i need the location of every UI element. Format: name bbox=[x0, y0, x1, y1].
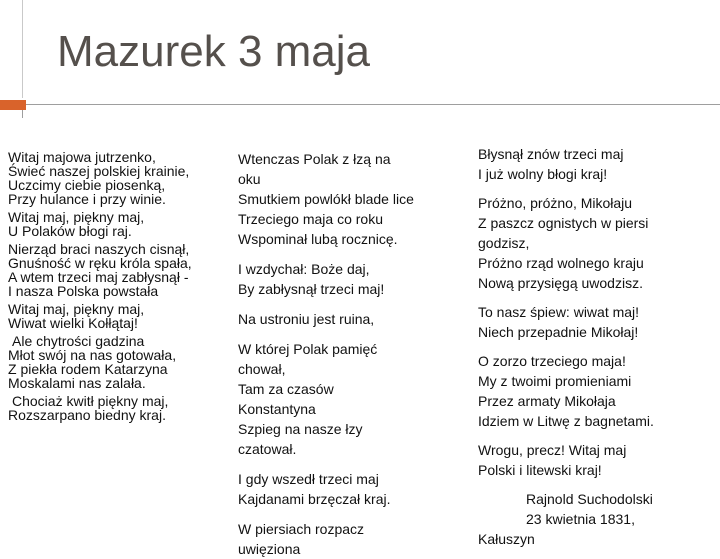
lyric-line: W piersiach rozpacz bbox=[238, 521, 365, 537]
title-rule bbox=[22, 0, 23, 98]
lyric-line: Rozszarpano biedny kraj. bbox=[8, 407, 166, 423]
lyric-line: Nierząd braci naszych cisnął, bbox=[8, 241, 190, 257]
title-divider bbox=[0, 100, 720, 110]
stanza bbox=[238, 309, 460, 329]
lyric-line: W której Polak pamięć bbox=[238, 341, 378, 357]
lyric-line: Niech przepadnie Mikołaj! bbox=[478, 324, 639, 340]
lyric-line: Przy hulance i przy winie. bbox=[8, 191, 166, 207]
lyric-line: Świeć naszej polskiej krainie, bbox=[8, 163, 190, 179]
signature bbox=[478, 489, 714, 549]
lyric-line: godzisz, bbox=[478, 235, 530, 251]
title-area bbox=[0, 0, 720, 100]
divider-tick bbox=[22, 110, 23, 118]
lyric-line: Ale chytrości gadzina bbox=[12, 333, 145, 349]
lyric-line: Tam za czasów bbox=[238, 381, 334, 397]
signature-line: Kałuszyn bbox=[478, 531, 535, 547]
lyric-line: Błysnął znów trzeci maj bbox=[478, 146, 624, 162]
stanza bbox=[238, 469, 460, 509]
lyric-line: I wzdychał: Boże daj, bbox=[238, 261, 370, 277]
lyrics-column-2 bbox=[238, 149, 460, 559]
lyric-line: Witaj maj, piękny maj, bbox=[8, 301, 145, 317]
stanza bbox=[238, 149, 460, 249]
lyric-line: Idziem w Litwę z bagnetami. bbox=[478, 413, 654, 429]
lyric-line: Szpieg na nasze łzy bbox=[238, 421, 363, 437]
divider-line bbox=[26, 104, 720, 105]
stanza bbox=[8, 394, 230, 422]
lyric-line: Chociaż kwitł piękny maj, bbox=[12, 393, 169, 409]
stanza bbox=[238, 519, 460, 559]
lyric-line: Próżno, próżno, Mikołaju bbox=[478, 195, 633, 211]
stanza bbox=[238, 259, 460, 299]
lyric-line: Wtenczas Polak z łzą na bbox=[238, 151, 391, 167]
slide-title: Mazurek 3 maja bbox=[57, 27, 371, 76]
signature-line: 23 kwietnia 1831, bbox=[526, 511, 635, 527]
lyric-line: Wiwat wielki Kołłątaj! bbox=[8, 315, 138, 331]
lyric-line: Kajdanami brzęczał kraj. bbox=[238, 491, 391, 507]
lyrics-column-1 bbox=[8, 150, 230, 422]
lyric-line: uwięziona bbox=[238, 541, 301, 557]
lyric-line: I gdy wszedł trzeci maj bbox=[238, 471, 379, 487]
lyric-line: Przez armaty Mikołaja bbox=[478, 393, 616, 409]
lyric-line: U Polaków błogi raj. bbox=[8, 223, 132, 239]
lyric-line: czatował. bbox=[238, 441, 297, 457]
signature-line: Rajnold Suchodolski bbox=[526, 491, 653, 507]
stanza bbox=[478, 193, 714, 293]
lyric-line: Wrogu, precz! Witaj maj bbox=[478, 442, 627, 458]
lyric-line: A wtem trzeci maj zabłysnął - bbox=[8, 269, 189, 285]
stanza bbox=[238, 339, 460, 459]
lyric-line: I nasza Polska powstała bbox=[8, 283, 159, 299]
stanza bbox=[8, 150, 230, 206]
lyric-line: Z paszcz ognistych w piersi bbox=[478, 215, 649, 231]
lyric-line: Konstantyna bbox=[238, 401, 316, 417]
stanza bbox=[8, 302, 230, 330]
lyric-line: By zabłysnął trzeci maj! bbox=[238, 281, 385, 297]
lyric-line: My z twoimi promieniami bbox=[478, 373, 632, 389]
stanza bbox=[478, 144, 714, 184]
lyric-line: O zorzo trzeciego maja! bbox=[478, 353, 626, 369]
lyric-line: Próżno rząd wolnego kraju bbox=[478, 255, 644, 271]
lyric-line: Polski i litewski kraj! bbox=[478, 462, 602, 478]
lyrics-column-3 bbox=[478, 144, 714, 549]
stanza bbox=[8, 334, 230, 390]
lyric-line: oku bbox=[238, 171, 261, 187]
stanza bbox=[478, 351, 714, 431]
lyric-line: Trzeciego maja co roku bbox=[238, 211, 383, 227]
lyric-line: Moskalami nas zalała. bbox=[8, 375, 146, 391]
lyric-line: Z piekła rodem Katarzyna bbox=[8, 361, 168, 377]
stanza bbox=[478, 440, 714, 480]
lyric-line: Gnuśność w ręku króla spała, bbox=[8, 255, 192, 271]
lyric-line: Witaj maj, piękny maj, bbox=[8, 209, 145, 225]
lyric-line: Witaj majowa jutrzenko, bbox=[8, 149, 156, 165]
lyric-line: Młot swój na nas gotowała, bbox=[8, 347, 177, 363]
lyric-line: Smutkiem powlókł blade lice bbox=[238, 191, 414, 207]
lyric-line: chował, bbox=[238, 361, 286, 377]
lyric-line: Nową przysięgą uwodzisz. bbox=[478, 275, 643, 291]
stanza bbox=[478, 302, 714, 342]
lyric-line: Wspominał lubą rocznicę. bbox=[238, 231, 398, 247]
lyric-line: I już wolny błogi kraj! bbox=[478, 166, 608, 182]
stanza bbox=[8, 242, 230, 298]
lyric-line: To nasz śpiew: wiwat maj! bbox=[478, 304, 640, 320]
lyric-line: Na ustroniu jest ruina, bbox=[238, 311, 375, 327]
divider-accent bbox=[0, 100, 26, 110]
stanza bbox=[8, 210, 230, 238]
lyric-line: Uczcimy ciebie piosenką, bbox=[8, 177, 166, 193]
